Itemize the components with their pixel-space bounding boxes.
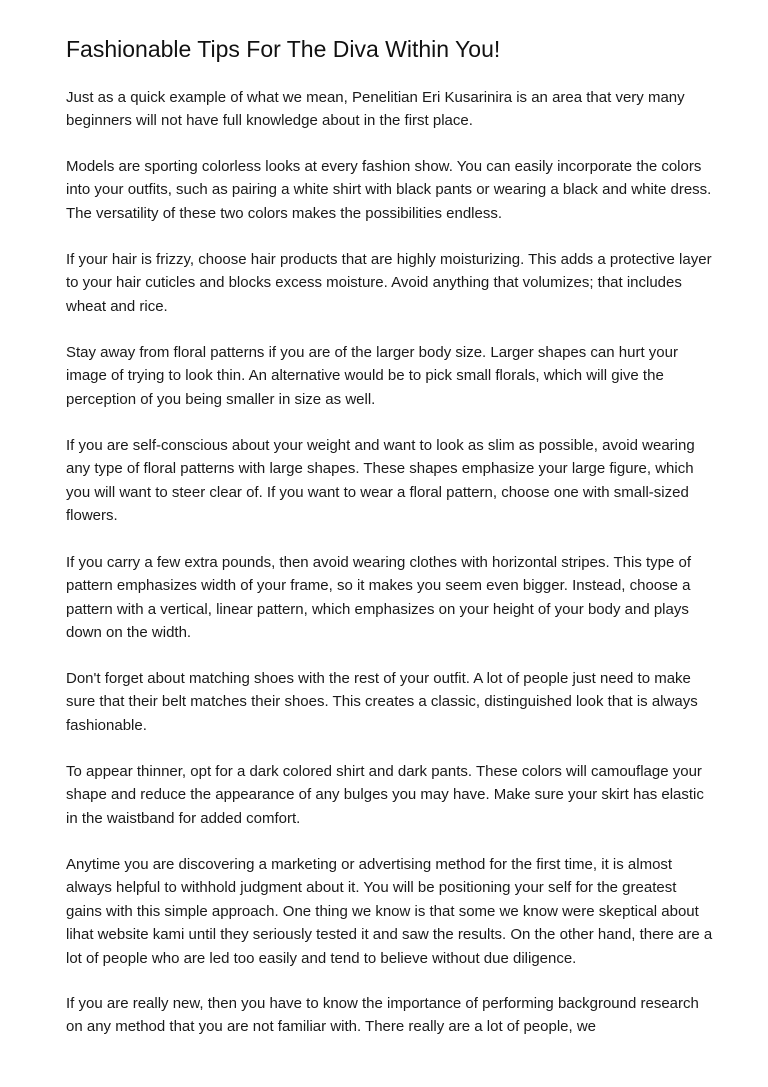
paragraph-10: If you are really new, then you have to know the importance of performing background research on any method that you are not familiar with. There really are a lot of people, we — [66, 995, 699, 1036]
paragraph-2: Models are sporting colorless looks at every fashion show. You can easily incorporate the colors into your outfits, such as pairing a white shirt with black pants or wearing a black and white dress. The versatility of these two colors makes the possibilities endless. — [66, 158, 712, 222]
paragraph-7: Don't forget about matching shoes with the rest of your outfit. A lot of people just need to make sure that their belt matches their shoes. This creates a classic, distinguished look that is always fashionable. — [66, 670, 698, 734]
paragraph-5: If you are self-conscious about your weight and want to look as slim as possible, avoid wearing any type of floral patterns with large shapes. These shapes emphasize your large figure, which you will want to steer clear of. If you want to wear a floral pattern, choose one with small-sized flowers. — [66, 437, 695, 525]
paragraph-9: Anytime you are discovering a marketing or advertising method for the first time, it is almost always helpful to withhold judgment about it. You will be positioning your self for the greatest gains with this simple approach. One thing we know is that some we know were skeptical about lihat website kami until they seriously tested it and saw the results. On the other hand, there are a lot of people who are led too easily and tend to believe without due diligence. — [66, 856, 713, 967]
paragraph-4: Stay away from floral patterns if you are of the larger body size. Larger shapes can hurt your image of trying to look thin. An alternative would be to pick small florals, which will give the perception of you being smaller in size as well. — [66, 344, 678, 408]
paragraph-6: If you carry a few extra pounds, then avoid wearing clothes with horizontal stripes. This type of pattern emphasizes width of your frame, so it makes you seem even bigger. Instead, choose a pattern with a vertical, linear pattern, which emphasizes on your height of your body and plays down on the width. — [66, 554, 692, 642]
paragraph-8: To appear thinner, opt for a dark colored shirt and dark pants. These colors will camouflage your shape and reduce the appearance of any bulges you may have. Make sure your skirt has elastic in the waistband for added comfort. — [66, 763, 704, 827]
page-title: Fashionable Tips For The Diva Within You! — [66, 36, 501, 62]
paragraph-3: If your hair is frizzy, choose hair products that are highly moisturizing. This adds a protective layer to your hair cuticles and blocks excess moisture. Avoid anything that volumizes; that includes wheat and rice. — [66, 251, 712, 315]
paragraph-1: Just as a quick example of what we mean, Penelitian Eri Kusarinira is an area that very many beginners will not have full knowledge about in the first place. — [66, 89, 685, 130]
